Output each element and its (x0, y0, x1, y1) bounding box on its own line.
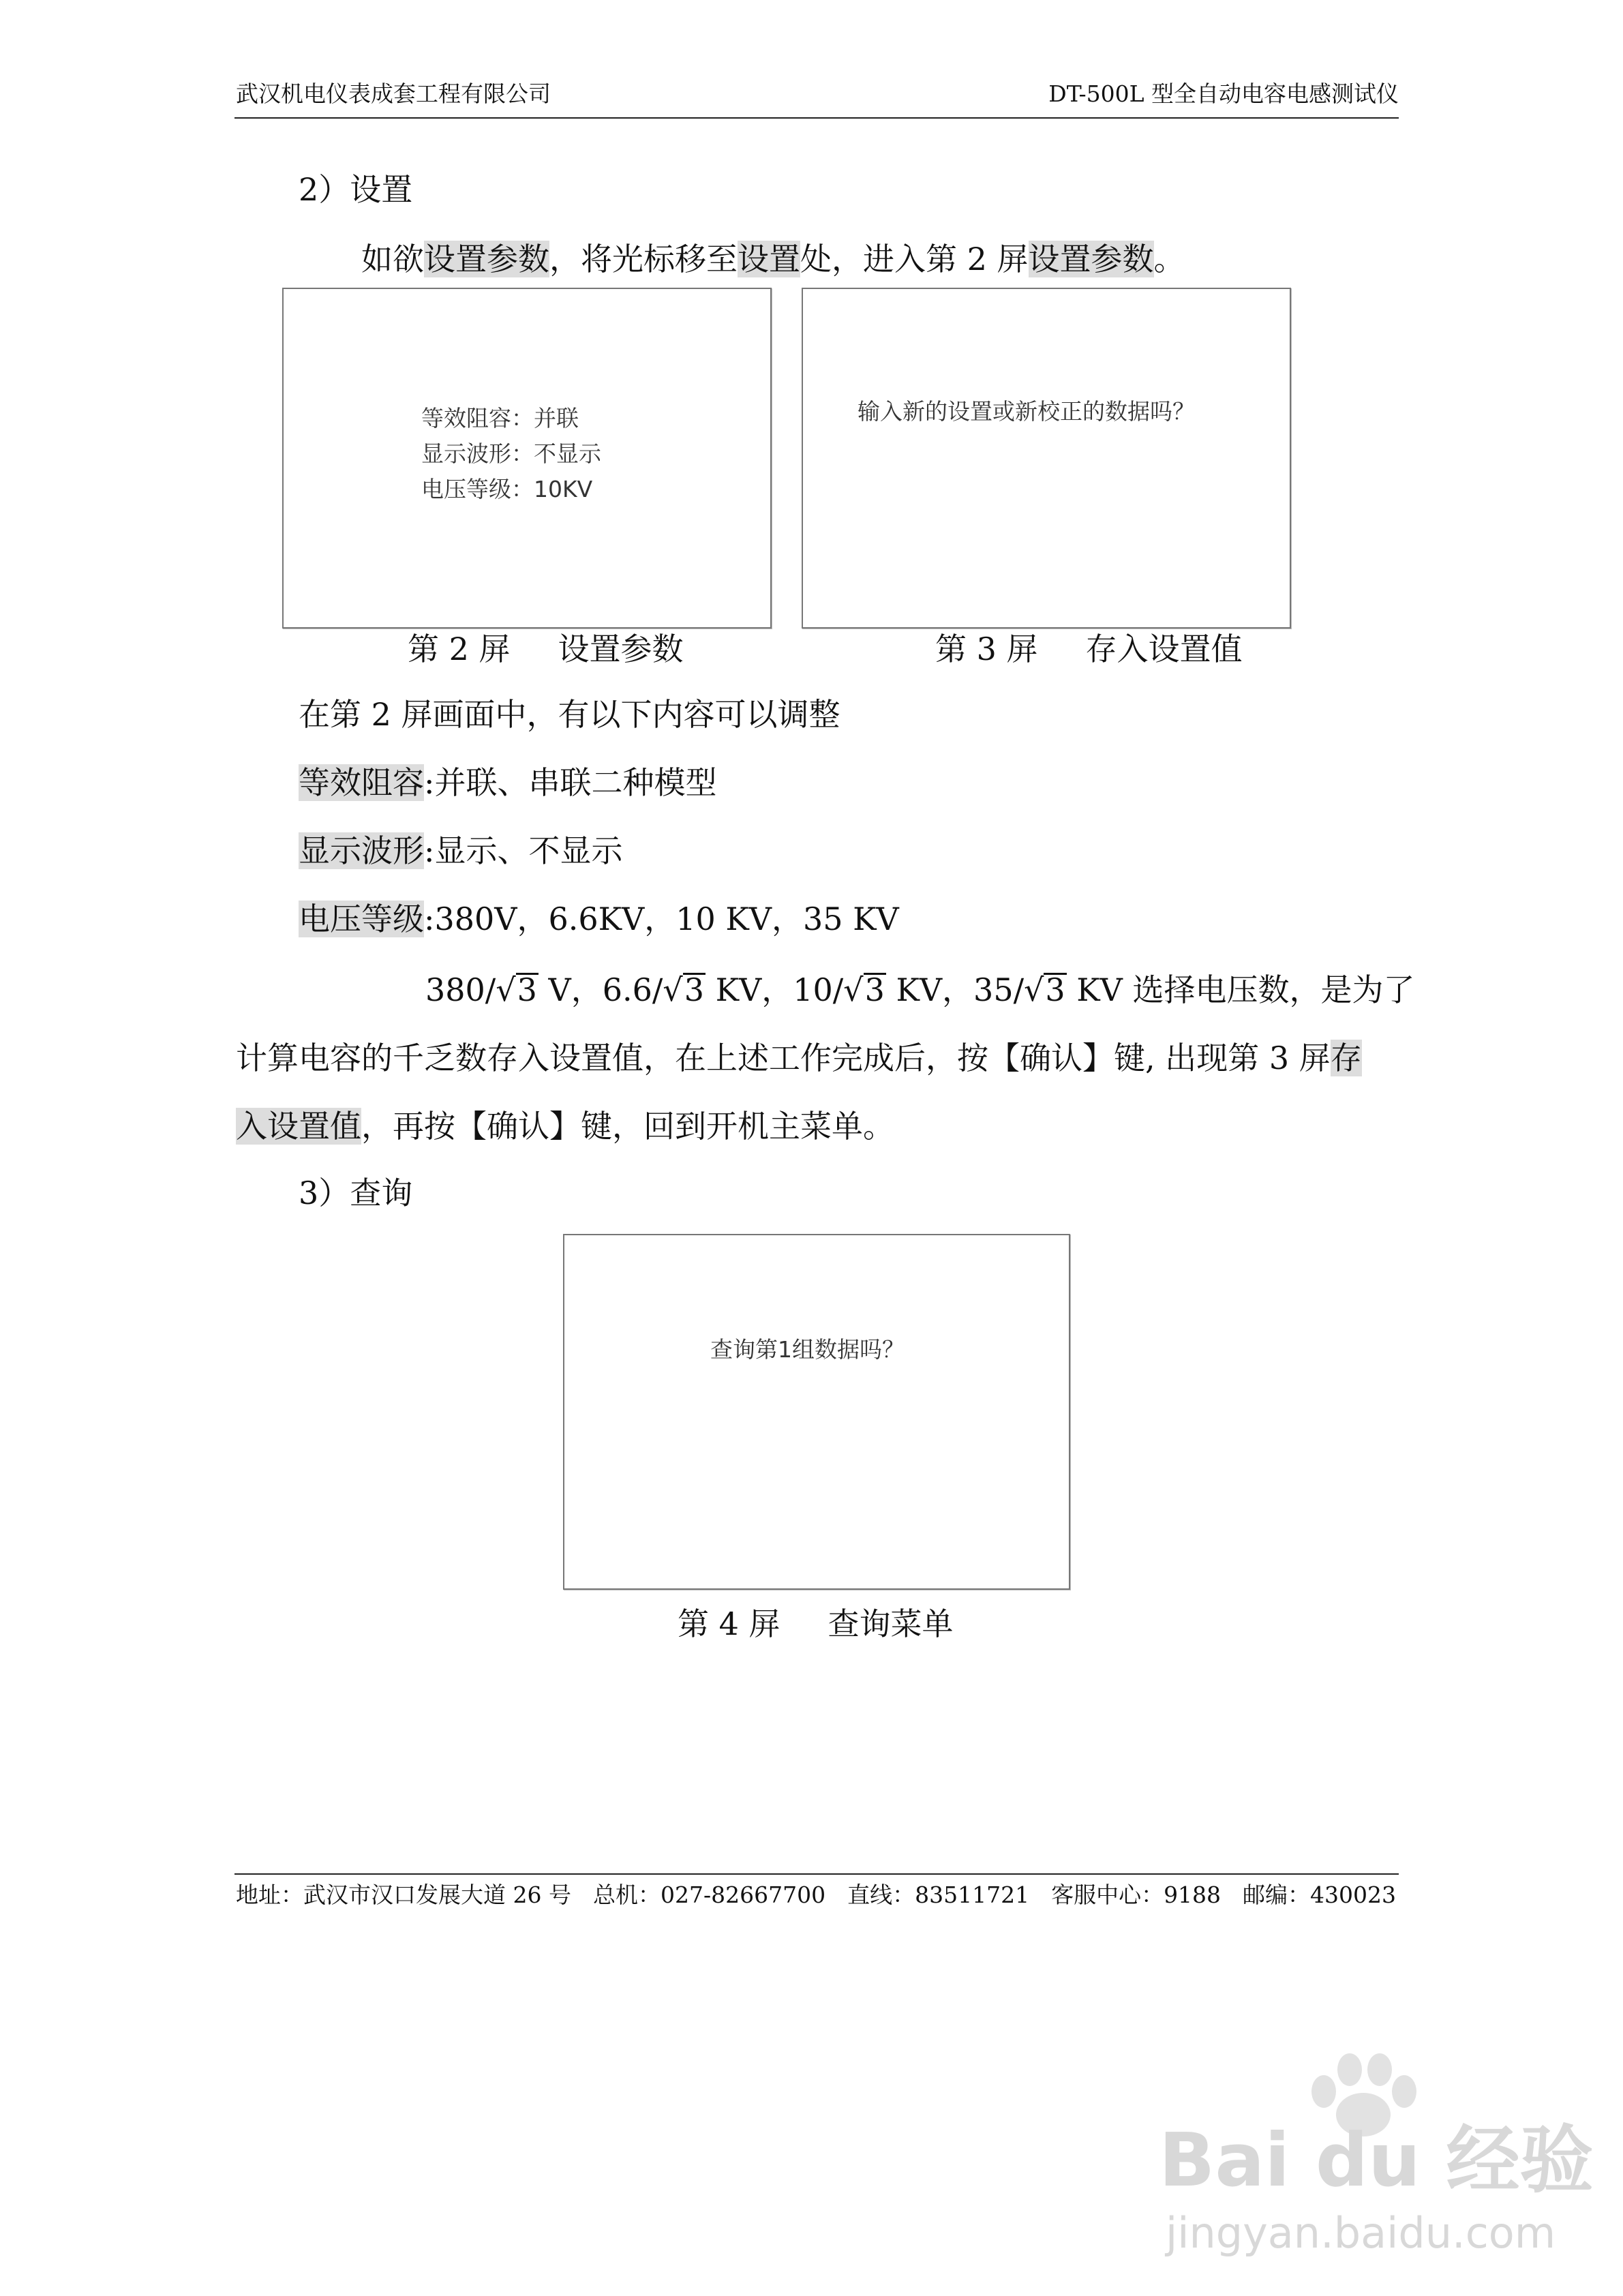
screen-4-line: 查询第1组数据吗？ (710, 1336, 905, 1363)
highlight-set-params: 设置参数 (424, 241, 549, 277)
screen-2-line-voltage: 电压等级：10KV (421, 476, 593, 502)
header-company: 武汉机电仪表成套工程有限公司 (236, 80, 551, 107)
para-line-3: 入设置值，再按【确认】键，回到开机主菜单。 (236, 1108, 894, 1145)
sqrt-3-c: √3 (843, 971, 885, 1008)
footer-address: 地址：武汉市汉口发展大道 26 号 (236, 1882, 571, 1908)
screen-3-line: 输入新的设置或新校正的数据吗？ (858, 398, 1195, 425)
sqrt-3-a: √3 (496, 971, 537, 1008)
highlight-settings: 设置 (738, 241, 800, 277)
footer-rule (234, 1873, 1399, 1875)
footer-contact (236, 1882, 1396, 1909)
sqrt-3-b: √3 (663, 971, 704, 1008)
watermark-url: jingyan.baidu.com (1166, 2208, 1556, 2258)
footer-postcode: 邮编：430023 (1243, 1882, 1397, 1908)
caption-screen-3: 第 3 屏 存入设置值 (935, 631, 1243, 667)
footer-direct: 直线：83511721 (847, 1882, 1030, 1908)
sqrt-3-d: √3 (1024, 971, 1065, 1008)
footer-switchboard: 总机：027-82667700 (592, 1882, 826, 1908)
caption-screen-2: 第 2 屏 设置参数 (408, 631, 684, 667)
screen-4-query (563, 1234, 1070, 1590)
voltage-sqrt-line: 380/√3 V，6.6/√3 KV，10/√3 KV，35/√3 KV 选择电压数，是为了 (425, 971, 1415, 1008)
watermark-brand: Bai du 经验 (1159, 2118, 1594, 2203)
caption-screen-4: 第 4 屏 查询菜单 (678, 1605, 954, 1642)
item-equivalent: 等效阻容:并联、串联二种模型 (299, 764, 717, 801)
screen-3-save (802, 288, 1291, 629)
item-waveform: 显示波形:显示、不显示 (299, 832, 623, 869)
highlight-set-params-2: 设置参数 (1028, 241, 1154, 277)
section-heading-settings: 2）设置 (299, 171, 413, 208)
header-product: DT-500L 型全自动电容电感测试仪 (1048, 80, 1399, 107)
settings-intro: 如欲设置参数，将光标移至设置处，进入第 2 屏设置参数。 (361, 241, 1185, 277)
screen-2-line-equivalent: 等效阻容：并联 (421, 405, 579, 432)
header-rule (234, 117, 1399, 119)
para-line-2: 计算电容的千乏数存入设置值，在上述工作完成后，按【确认】键, 出现第 3 屏存 (236, 1040, 1362, 1076)
adjust-intro: 在第 2 屏画面中，有以下内容可以调整 (299, 696, 840, 733)
section-heading-query: 3）查询 (299, 1175, 413, 1211)
screen-2-line-waveform: 显示波形：不显示 (421, 440, 601, 467)
footer-service: 客服中心：9188 (1051, 1882, 1222, 1908)
item-voltage: 电压等级:380V，6.6KV，10 KV，35 KV (299, 901, 899, 937)
screen-2-lines (421, 401, 601, 507)
